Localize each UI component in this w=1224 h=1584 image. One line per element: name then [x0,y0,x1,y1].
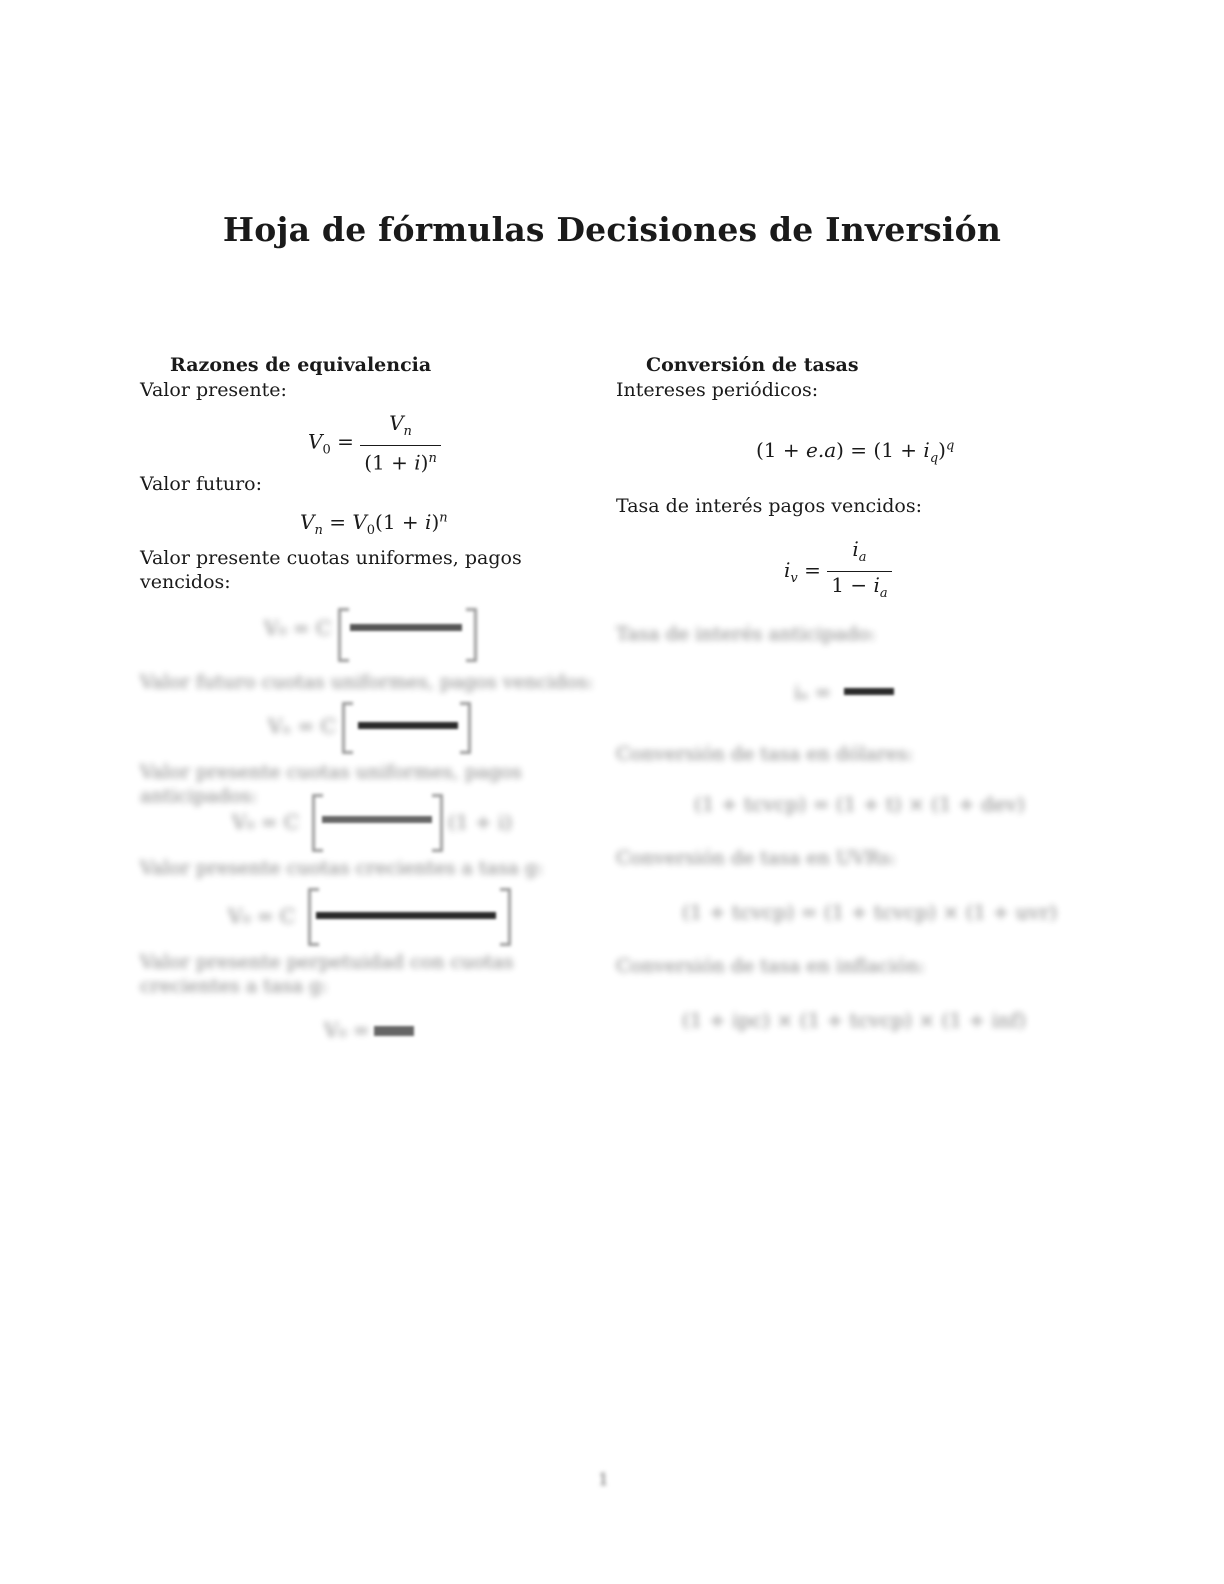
right-column [616,352,1086,1040]
right-heading: Conversión de tasas [646,354,859,376]
cuotas-label: Valor presente cuotas uniformes, pagos vencidos: [140,547,522,593]
formula-valor-futuro: $V_n = V_0(1 + i)^n$ [300,510,448,538]
page-title: Hoja de fórmulas Decisiones de Inversión [222,210,1002,249]
blurred-formulas-right: Tasa de interés anticipado: iₐ = Conversión de tasa en dólares: (1 + tcvcp) = (1 + t) × (1 + dev) Conversión de tasa en UVRs: (1 + tcvcp) = (1 + tcvcp) × (1 + uvr) Conversión de tasa en inflación: (1 + ipc) × (1 + tcvcp) × (1 + inf) [616,623,1058,1032]
formula-valor-presente: $V_0$ = $\frac{V_n}{(1 + i)^n}$ [140,402,610,464]
left-column [140,352,610,1054]
blurred-label: Valor presente cuotas uniformes, pagos anticipados: [140,761,522,807]
blurred-formulas-left: V₀ = C Valor futuro cuotas uniformes, pagos vencidos: Vₙ = C Valor presente cuotas uniformes, pagos anticipados: V₀ = C (1 + i) Valor presente cuotas crecientes a tasa g: V₀ = C Valor presente perpetuidad con cuotas crecientes a tasa g: V₀ = [140,594,610,1054]
blurred-label: Conversión de tasa en inflación: [616,955,925,977]
left-heading: Razones de equivalencia [170,354,432,376]
valor-futuro-label: Valor futuro: [140,473,263,495]
blurred-label: Valor presente perpetuidad con cuotas crecientes a tasa g: [140,951,514,997]
formula-intereses: $(1 + e.a) = (1 + i_q)^q$ [756,438,955,466]
intereses-label: Intereses periódicos: [616,379,819,401]
blurred-label: Conversión de tasa en UVRs: [616,847,897,869]
blurred-label: Conversión de tasa en dólares: [616,743,914,765]
valor-presente-label: Valor presente: [140,379,287,401]
page-number: 1 [598,1470,609,1490]
blurred-label: Valor futuro cuotas uniformes, pagos vencidos: [140,671,594,693]
blurred-label: Valor presente cuotas crecientes a tasa g: [140,857,544,879]
tasa-vencidos-label: Tasa de interés pagos vencidos: [616,495,922,517]
formula-tasa-vencidos: $i_v$ = $\frac{i_a}{1 - i_a}$ [616,518,1086,610]
blurred-label: Tasa de interés anticipado: [616,623,876,645]
